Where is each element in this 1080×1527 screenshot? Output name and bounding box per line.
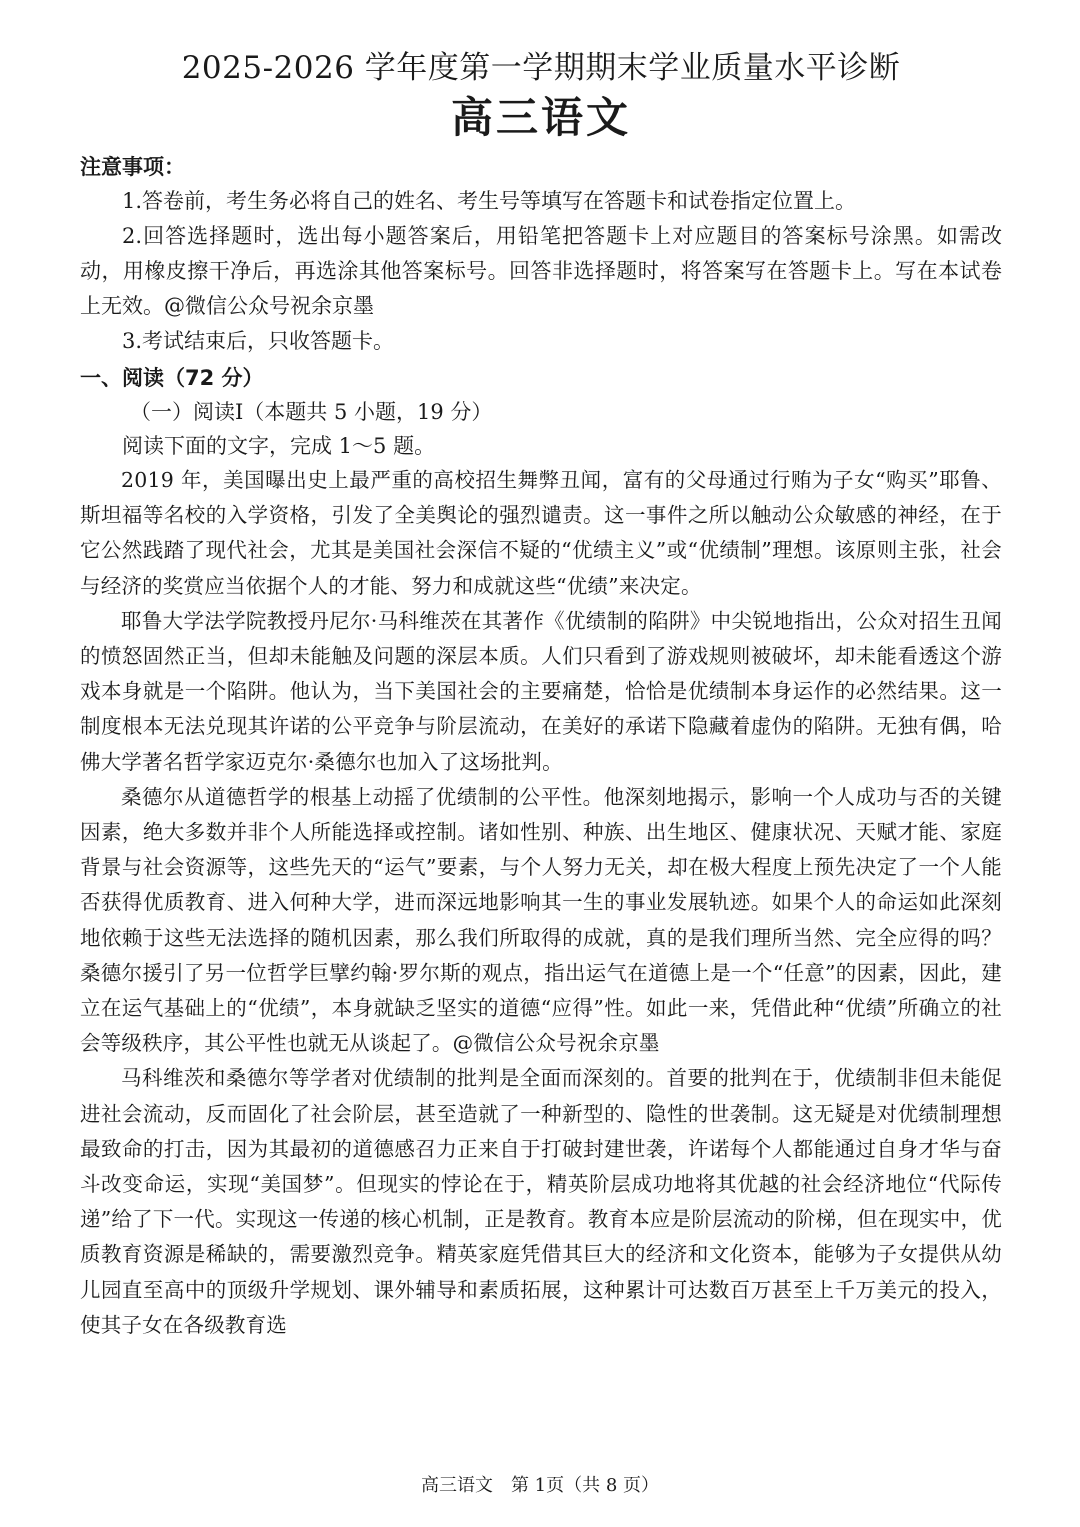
passage-paragraph: 桑德尔从道德哲学的根基上动摇了优绩制的公平性。他深刻地揭示，影响一个人成功与否的关键因素，绝大多数并非个人所能选择或控制。诸如性别、种族、出生地区、健康状况、天赋才能、家庭背景与社会资源等，这些先天的“运气”要素，与个人努力无关，却在极大程度上预先决定了一个人能否获得优质教育、进入何种大学，进而深远地影响其一生的事业发展轨迹。如果个人的命运如此深刻地依赖于这些无法选择的随机因素，那么我们所取得的成就，真的是我们理所当然、完全应得的吗？桑德尔援引了另一位哲学巨擘约翰·罗尔斯的观点，指出运气在道德上是一个“任意”的因素，因此，建立在运气基础上的“优绩”，本身就缺乏坚实的道德“应得”性。如此一来，凭借此种“优绩”所确立的社会等级秩序，其公平性也就无从谈起了。@微信公众号祝余京墨 <box>80 784 1002 1056</box>
passage-paragraph: 2019 年，美国曝出史上最严重的高校招生舞弊丑闻，富有的父母通过行贿为子女“购买”耶鲁、斯坦福等名校的入学资格，引发了全美舆论的强烈谴责。这一事件之所以触动公众敏感的神经，在于它公然践踏了现代社会，尤其是美国社会深信不疑的“优绩主义”或“优绩制”理想。该原则主张，社会与经济的奖赏应当依据个人的才能、努力和成就这些“优绩”来决定。 <box>80 468 1002 598</box>
section-heading: 一、阅读（72 分） <box>80 366 264 390</box>
passage-paragraph: 耶鲁大学法学院教授丹尼尔·马科维茨在其著作《优绩制的陷阱》中尖锐地指出，公众对招生丑闻的愤怒固然正当，但却未能触及问题的深层本质。人们只看到了游戏规则被破坏，却未能看透这个游戏本身就是一个陷阱。他认为，当下美国社会的主要痛楚，恰恰是优绩制本身运作的必然结果。这一制度根本无法兑现其许诺的公平竞争与阶层流动，在美好的承诺下隐藏着虚伪的陷阱。无独有偶，哈佛大学著名哲学家迈克尔·桑德尔也加入了这场批判。 <box>80 608 1002 774</box>
passage-paragraph: 马科维茨和桑德尔等学者对优绩制的批判是全面而深刻的。首要的批判在于，优绩制非但未能促进社会流动，反而固化了社会阶层，甚至造就了一种新型的、隐性的世袭制。这无疑是对优绩制理想最致命的打击，因为其最初的道德感召力正来自于打破封建世袭，许诺每个人都能通过自身才华与奋斗改变命运，实现“美国梦”。但现实的悖论在于，精英阶层成功地将其优越的社会经济地位“代际传递”给了下一代。实现这一传递的核心机制，正是教育。教育本应是阶层流动的阶梯，但在现实中，优质教育资源是稀缺的，需要激烈竞争。精英家庭凭借其巨大的经济和文化资本，能够为子女提供从幼儿园直至高中的顶级升学规划、课外辅导和素质拓展，这种累计可达数百万甚至上千万美元的投入，使其子女在各级教育选 <box>80 1066 1002 1337</box>
notice-item: 2.回答选择题时，选出每小题答案后，用铅笔把答题卡上对应题目的答案标号涂黑。如需改动，用橡皮擦干净后，再选涂其他答案标号。回答非选择题时，将答案写在答题卡上。写在本试卷上无效。@微信公众号祝余京墨 <box>80 224 1002 318</box>
page-footer: 高三语文 第 1页（共 8 页） <box>420 1475 660 1496</box>
notice-item: 1.答卷前，考生务必将自己的姓名、考生号等填写在答题卡和试卷指定位置上。 <box>122 189 857 213</box>
notice-heading: 注意事项： <box>80 154 185 179</box>
subsection-heading: （一）阅读Ⅰ（本题共 5 小题，19 分） <box>130 400 493 424</box>
exam-title: 2025-2026 学年度第一学期期末学业质量水平诊断 <box>181 50 901 86</box>
reading-instruction: 阅读下面的文字，完成 1～5 题。 <box>122 434 436 458</box>
notice-item: 3.考试结束后，只收答题卡。 <box>122 329 395 353</box>
subject-title: 高三语文 <box>450 93 631 142</box>
